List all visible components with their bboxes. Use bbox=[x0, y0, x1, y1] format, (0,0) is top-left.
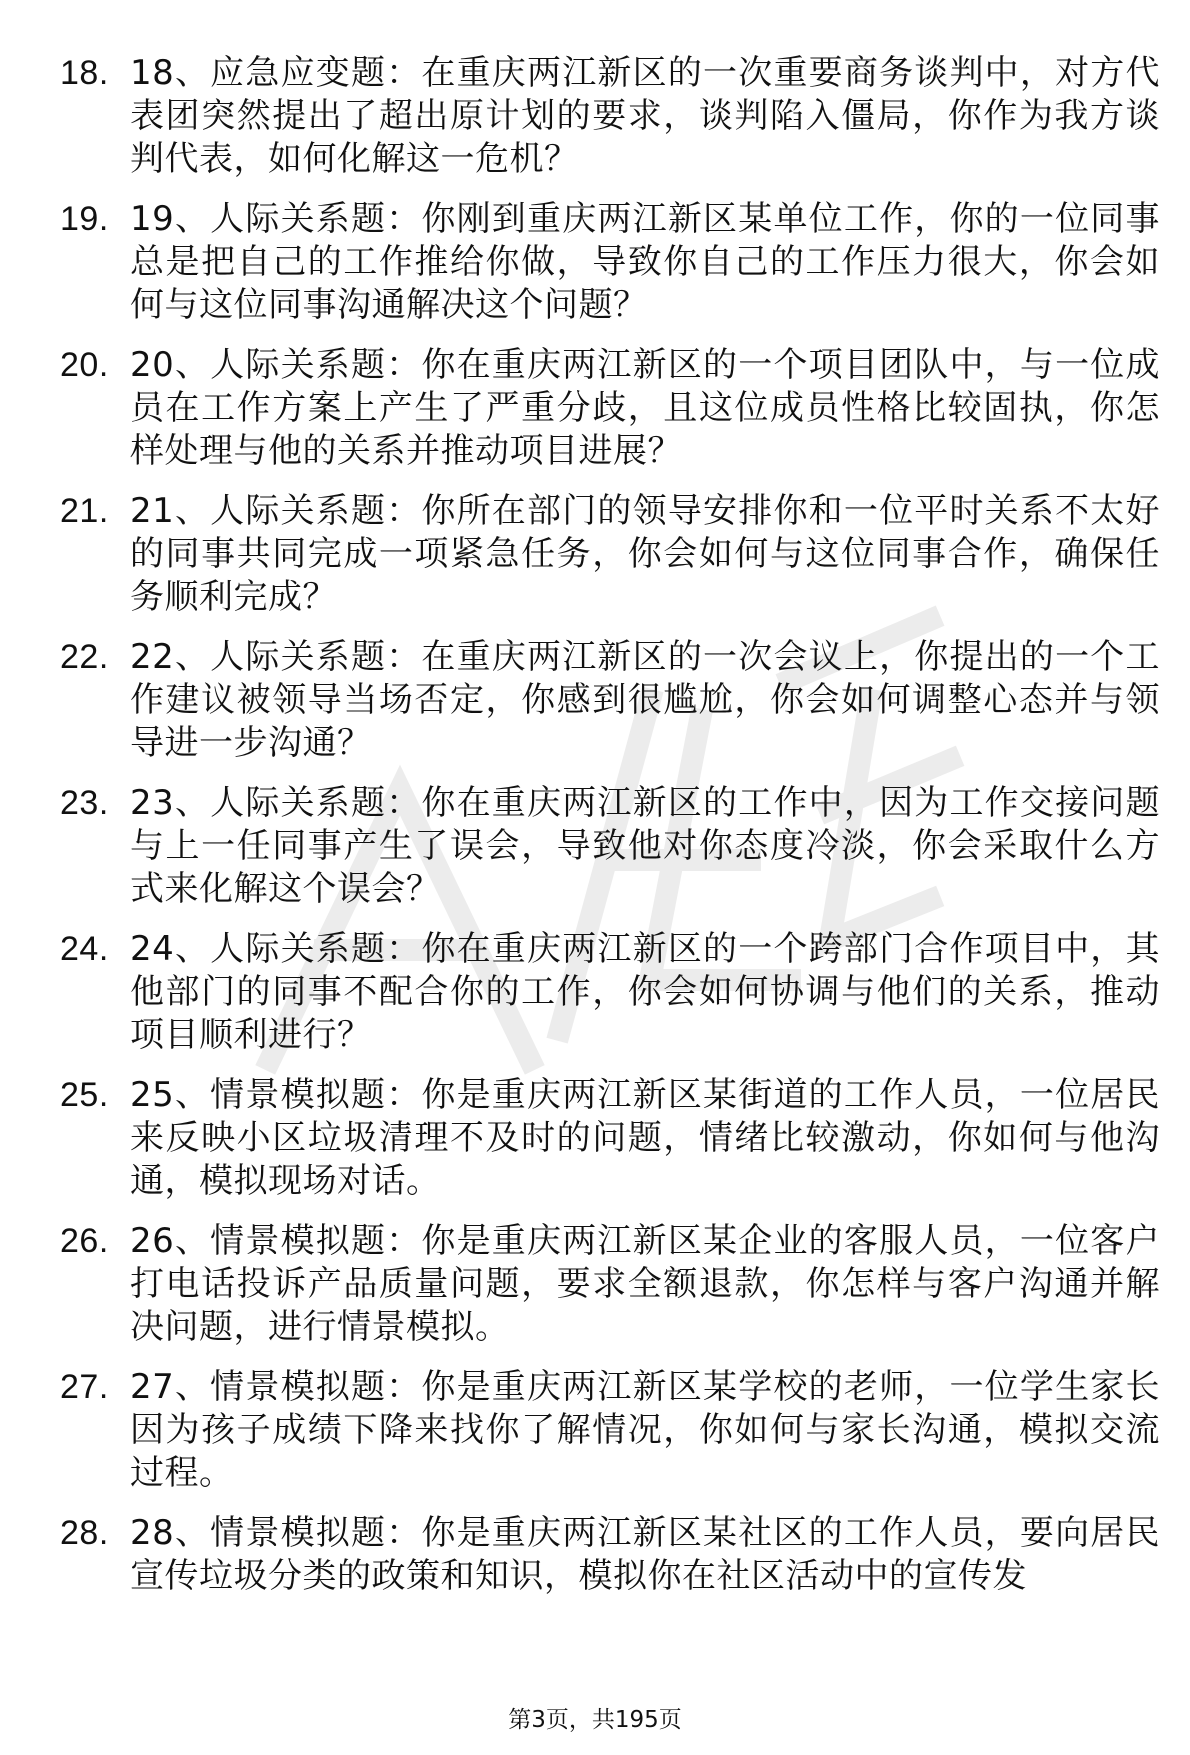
question-text: 19、人际关系题：你刚到重庆两江新区某单位工作，你的一位同事总是把自己的工作推给你做，导致你自己的工作压力很大，你会如何与这位同事沟通解决这个问题？ bbox=[130, 199, 1160, 325]
question-number: 27. bbox=[60, 1368, 109, 1406]
question-text: 28、情景模拟题：你是重庆两江新区某社区的工作人员，要向居民宣传垃圾分类的政策和知识，模拟你在社区活动中的宣传发 bbox=[130, 1513, 1160, 1596]
question-text: 18、应急应变题：在重庆两江新区的一次重要商务谈判中，对方代表团突然提出了超出原计划的要求，谈判陷入僵局，你作为我方谈判代表，如何化解这一危机？ bbox=[130, 53, 1160, 179]
question-number: 25. bbox=[60, 1076, 109, 1114]
question-text: 26、情景模拟题：你是重庆两江新区某企业的客服人员，一位客户打电话投诉产品质量问题，要求全额退款，你怎样与客户沟通并解决问题，进行情景模拟。 bbox=[130, 1221, 1160, 1347]
question-item bbox=[60, 198, 1160, 327]
question-item bbox=[60, 1074, 1160, 1203]
question-number: 26. bbox=[60, 1222, 109, 1260]
page-number-label: 第3页，共195页 bbox=[508, 1707, 682, 1733]
question-number: 20. bbox=[60, 346, 109, 384]
question-item bbox=[60, 344, 1160, 473]
question-number: 21. bbox=[60, 492, 109, 530]
question-number: 18. bbox=[60, 54, 109, 92]
question-number: 19. bbox=[60, 200, 109, 238]
question-number: 22. bbox=[60, 638, 109, 676]
question-number: 28. bbox=[60, 1514, 109, 1552]
question-number: 24. bbox=[60, 930, 109, 968]
question-text: 20、人际关系题：你在重庆两江新区的一个项目团队中，与一位成员在工作方案上产生了严重分歧，且这位成员性格比较固执，你怎样处理与他的关系并推动项目进展？ bbox=[130, 345, 1160, 471]
question-text: 21、人际关系题：你所在部门的领导安排你和一位平时关系不太好的同事共同完成一项紧急任务，你会如何与这位同事合作，确保任务顺利完成？ bbox=[130, 491, 1160, 617]
question-text: 27、情景模拟题：你是重庆两江新区某学校的老师，一位学生家长因为孩子成绩下降来找你了解情况，你如何与家长沟通，模拟交流过程。 bbox=[130, 1367, 1160, 1493]
question-item bbox=[60, 928, 1160, 1057]
question-list bbox=[60, 52, 1160, 1615]
question-number: 23. bbox=[60, 784, 109, 822]
question-item bbox=[60, 782, 1160, 911]
page-footer bbox=[0, 1706, 1190, 1734]
question-text: 25、情景模拟题：你是重庆两江新区某街道的工作人员，一位居民来反映小区垃圾清理不及时的问题，情绪比较激动，你如何与他沟通，模拟现场对话。 bbox=[130, 1075, 1160, 1201]
question-item bbox=[60, 636, 1160, 765]
question-item bbox=[60, 1512, 1160, 1598]
question-text: 24、人际关系题：你在重庆两江新区的一个跨部门合作项目中，其他部门的同事不配合你的工作，你会如何协调与他们的关系，推动项目顺利进行？ bbox=[130, 929, 1160, 1055]
question-item bbox=[60, 1366, 1160, 1495]
question-text: 23、人际关系题：你在重庆两江新区的工作中，因为工作交接问题与上一任同事产生了误会，导致他对你态度冷淡，你会采取什么方式来化解这个误会？ bbox=[130, 783, 1160, 909]
question-item bbox=[60, 1220, 1160, 1349]
question-item bbox=[60, 52, 1160, 181]
question-text: 22、人际关系题：在重庆两江新区的一次会议上，你提出的一个工作建议被领导当场否定，你感到很尴尬，你会如何调整心态并与领导进一步沟通？ bbox=[130, 637, 1160, 763]
question-item bbox=[60, 490, 1160, 619]
